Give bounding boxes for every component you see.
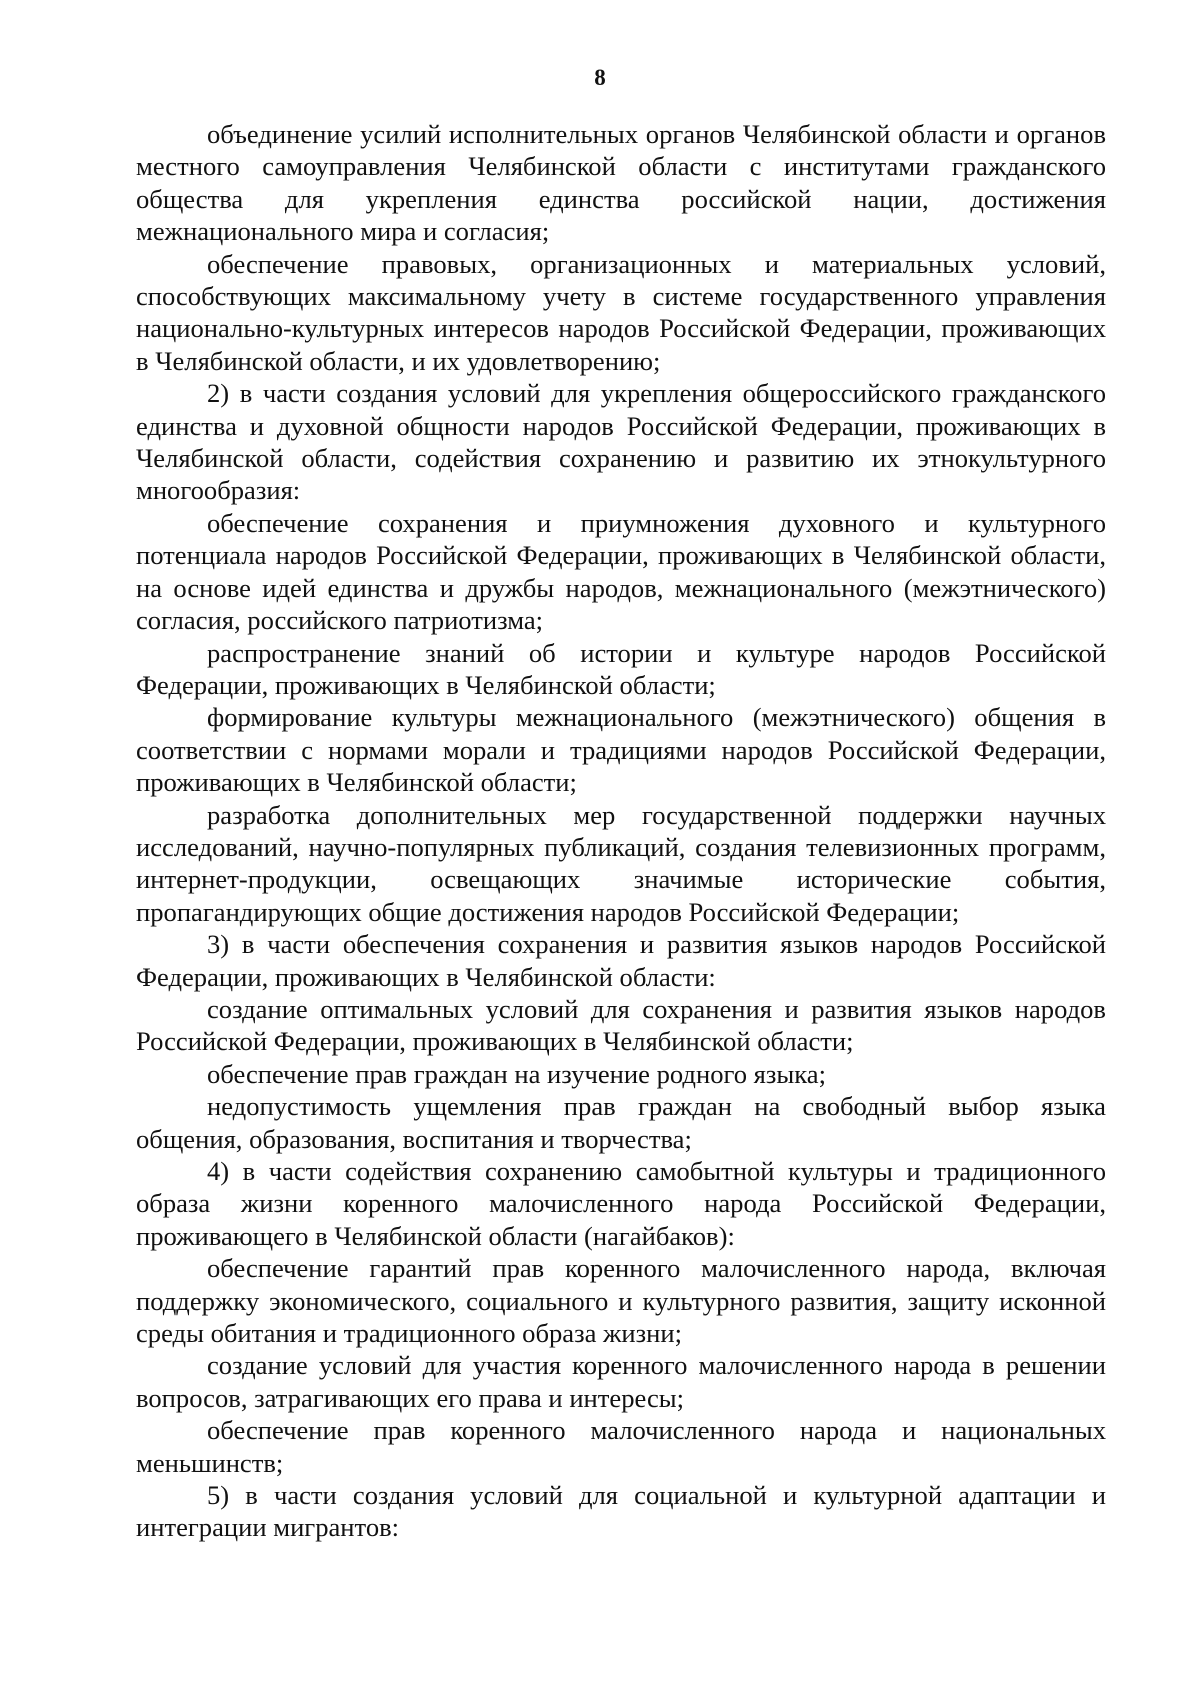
paragraph-item-3-heading: 3) в части обеспечения сохранения и развития языков народов Российской Федерации, проживающих в Челябинской области: xyxy=(136,929,1106,992)
paragraph-indigenous-participation: создание условий для участия коренного малочисленного народа в решении вопросов, затрагивающих его права и интересы; xyxy=(136,1350,1106,1413)
paragraph-indigenous-guarantees: обеспечение гарантий прав коренного малочисленного народа, включая поддержку экономического, социального и культурного развития, защиту исконной среды обитания и традиционного образа жизни; xyxy=(136,1253,1106,1349)
paragraph-language-choice: недопустимость ущемления прав граждан на свободный выбор языка общения, образования, воспитания и творчества; xyxy=(136,1091,1106,1154)
paragraph-communication-culture: формирование культуры межнационального (межэтнического) общения в соответствии с нормами морали и традициями народов Российской Федерации, проживающих в Челябинской области; xyxy=(136,702,1106,798)
document-body xyxy=(136,118,1106,1544)
paragraph-research-support: разработка дополнительных мер государственной поддержки научных исследований, научно-популярных публикаций, создания телевизионных программ, интернет-продукции, освещающих значимые исторические события, пропагандирующих общие достижения народов Российской Федерации; xyxy=(136,799,1106,927)
paragraph-item-4-heading: 4) в части содействия сохранению самобытной культуры и традиционного образа жизни коренного малочисленного народа Российской Федерации, проживающего в Челябинской области (нагайбаков): xyxy=(136,1156,1106,1251)
page-number: 8 xyxy=(594,65,606,90)
paragraph-item-2-heading: 2) в части создания условий для укрепления общероссийского гражданского единства и духовной общности народов Российской Федерации, проживающих в Челябинской области, содействия сохранению и развитию их этнокультурного многообразия: xyxy=(136,378,1106,506)
paragraph-language-conditions: создание оптимальных условий для сохранения и развития языков народов Российской Федерации, проживающих в Челябинской области; xyxy=(136,993,1106,1057)
paragraph-spiritual-potential: обеспечение сохранения и приумножения духовного и культурного потенциала народов Российской Федерации, проживающих в Челябинской области, на основе идей единства и дружбы народов, межнационального (межэтнического) согласия, российского патриотизма; xyxy=(136,507,1106,636)
paragraph-native-language: обеспечение прав граждан на изучение родного языка; xyxy=(207,1058,826,1089)
paragraph-unite-efforts: объединение усилий исполнительных органов Челябинской области и органов местного самоуправления Челябинской области с институтами гражданского общества для укрепления единства российской нации, достижения межнационального мира и согласия; xyxy=(136,119,1106,247)
paragraph-minority-rights: обеспечение прав коренного малочисленного народа и национальных меньшинств; xyxy=(136,1415,1106,1478)
paragraph-history-knowledge: распространение знаний об истории и культуре народов Российской Федерации, проживающих в Челябинской области; xyxy=(136,637,1106,700)
paragraph-legal-conditions: обеспечение правовых, организационных и материальных условий, способствующих максимальному учету в системе государственного управления национально-культурных интересов народов Российской Федерации, проживающих в Челябинской области, и их удовлетворению; xyxy=(136,248,1106,376)
paragraph-item-5-heading: 5) в части создания условий для социальной и культурной адаптации и интеграции мигрантов: xyxy=(136,1480,1106,1543)
